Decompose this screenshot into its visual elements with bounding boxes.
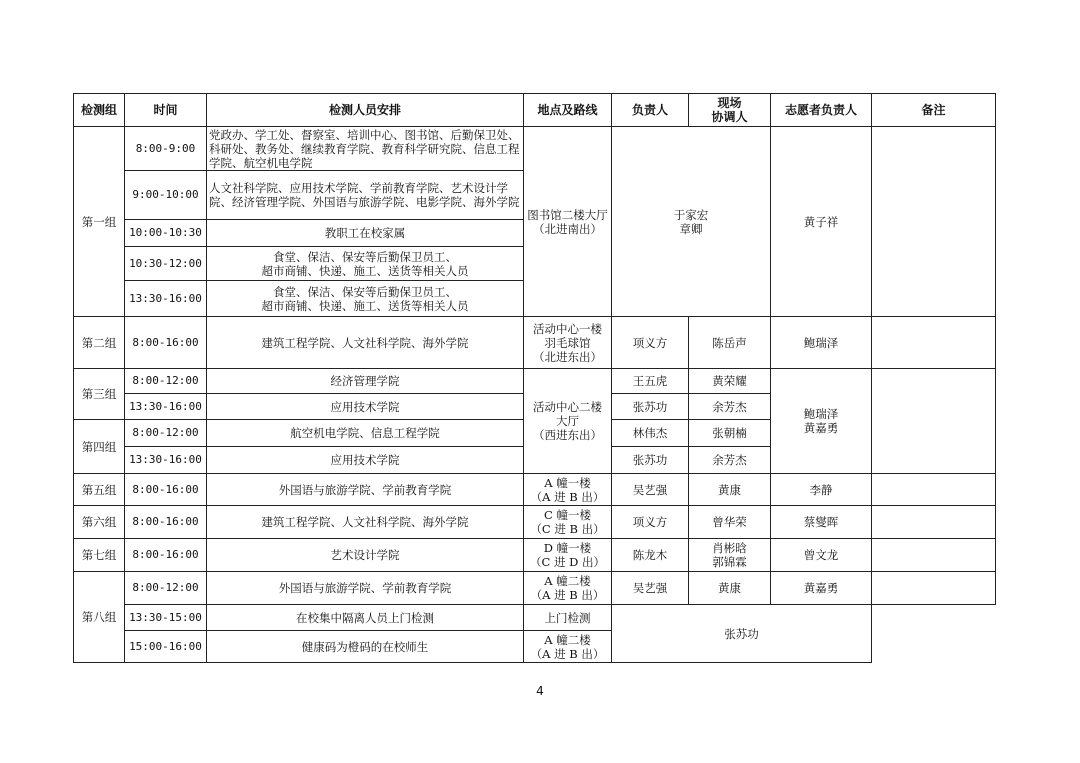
col-header: 时间 [125, 94, 207, 127]
page-number: 4 [536, 684, 544, 698]
col-header: 志愿者负责人 [771, 94, 872, 127]
coordinator-cell: 黄康 [689, 474, 771, 506]
location-cell: D 幢一楼 （C 进 D 出） [524, 539, 612, 572]
location-cell: A 幢二楼 （A 进 B 出） [524, 572, 612, 605]
people-cell: 在校集中隔离人员上门检测 [207, 605, 524, 631]
coordinator-cell: 黄荣耀 [689, 369, 771, 394]
table-row [74, 506, 996, 539]
schedule-table [73, 93, 996, 663]
leader-cell: 吴艺强 [612, 474, 689, 506]
people-cell: 食堂、保洁、保安等后勤保卫员工、 超市商铺、快递、施工、送货等相关人员 [207, 281, 524, 317]
time-cell: 8:00-12:00 [125, 572, 207, 605]
table-row [74, 127, 996, 171]
people-cell: 艺术设计学院 [207, 539, 524, 572]
location-cell: 图书馆二楼大厅 （北进南出） [524, 127, 612, 317]
group-cell: 第二组 [74, 317, 125, 369]
people-cell: 应用技术学院 [207, 447, 524, 474]
location-cell: 上门检测 [524, 605, 612, 631]
time-cell: 13:30-15:00 [125, 605, 207, 631]
group-cell: 第三组 [74, 369, 125, 420]
group-cell: 第六组 [74, 506, 125, 539]
volunteer-cell: 黄子祥 [771, 127, 872, 317]
time-cell: 10:30-12:00 [125, 247, 207, 281]
location-cell: C 幢一楼 （C 进 B 出） [524, 506, 612, 539]
header-row [74, 94, 996, 127]
leader-cell: 陈龙木 [612, 539, 689, 572]
coordinator-cell: 于家宏 章卿 [612, 127, 771, 317]
time-cell: 8:00-12:00 [125, 420, 207, 447]
time-cell: 8:00-12:00 [125, 369, 207, 394]
leader-cell: 项义方 [612, 506, 689, 539]
table-row [74, 474, 996, 506]
notes-cell [872, 474, 996, 506]
coordinator-cell: 余芳杰 [689, 394, 771, 420]
time-cell: 8:00-16:00 [125, 317, 207, 369]
notes-cell [872, 369, 996, 474]
coordinator-cell: 张朝楠 [689, 420, 771, 447]
coordinator-cell: 肖彬晗 郭锦霖 [689, 539, 771, 572]
volunteer-cell: 蔡燮晖 [771, 506, 872, 539]
group-cell: 第一组 [74, 127, 125, 317]
col-header: 检测组 [74, 94, 125, 127]
notes-cell [872, 539, 996, 572]
location-cell: 活动中心二楼 大厅 （西进东出） [524, 369, 612, 474]
table-row [74, 572, 996, 605]
notes-cell [872, 506, 996, 539]
people-cell: 建筑工程学院、人文社科学院、海外学院 [207, 317, 524, 369]
time-cell: 8:00-16:00 [125, 506, 207, 539]
time-cell: 10:00-10:30 [125, 220, 207, 247]
table-row [74, 317, 996, 369]
coordinator-cell: 余芳杰 [689, 447, 771, 474]
leader-cell: 张苏功 [612, 447, 689, 474]
time-cell: 15:00-16:00 [125, 631, 207, 663]
notes-cell [872, 127, 996, 317]
volunteer-cell: 李静 [771, 474, 872, 506]
time-cell: 13:30-16:00 [125, 394, 207, 420]
time-cell: 8:00-16:00 [125, 474, 207, 506]
location-cell: A 幢一楼 （A 进 B 出） [524, 474, 612, 506]
col-header: 负责人 [612, 94, 689, 127]
table-row [74, 369, 996, 394]
leader-cell: 吴艺强 [612, 572, 689, 605]
people-cell: 健康码为橙码的在校师生 [207, 631, 524, 663]
volunteer-cell: 黄嘉勇 [771, 572, 872, 605]
empty-cell [872, 605, 996, 663]
group-cell: 第四组 [74, 420, 125, 474]
volunteer-cell: 曾文龙 [771, 539, 872, 572]
time-cell: 8:00-9:00 [125, 127, 207, 171]
people-cell: 航空机电学院、信息工程学院 [207, 420, 524, 447]
leader-cell: 林伟杰 [612, 420, 689, 447]
volunteer-cell: 鲍瑞泽 黄嘉勇 [771, 369, 872, 474]
leader-cell: 张苏功 [612, 605, 872, 663]
people-cell: 党政办、学工处、督察室、培训中心、图书馆、后勤保卫处、科研处、教务处、继续教育学院、教育科学研究院、信息工程学院、航空机电学院 [207, 127, 524, 171]
group-cell: 第七组 [74, 539, 125, 572]
col-header: 地点及路线 [524, 94, 612, 127]
people-cell: 食堂、保洁、保安等后勤保卫员工、 超市商铺、快递、施工、送货等相关人员 [207, 247, 524, 281]
table-row [74, 539, 996, 572]
time-cell: 13:30-16:00 [125, 447, 207, 474]
coordinator-cell: 黄康 [689, 572, 771, 605]
people-cell: 经济管理学院 [207, 369, 524, 394]
table-row [74, 605, 996, 631]
group-cell: 第八组 [74, 572, 125, 663]
location-cell: 活动中心一楼 羽毛球馆 （北进东出） [524, 317, 612, 369]
time-cell: 8:00-16:00 [125, 539, 207, 572]
notes-cell [872, 572, 996, 605]
leader-cell: 王五虎 [612, 369, 689, 394]
leader-cell: 项义方 [612, 317, 689, 369]
people-cell: 建筑工程学院、人文社科学院、海外学院 [207, 506, 524, 539]
col-header: 检测人员安排 [207, 94, 524, 127]
coordinator-cell: 陈岳声 [689, 317, 771, 369]
notes-cell [872, 317, 996, 369]
location-cell: A 幢二楼 （A 进 B 出） [524, 631, 612, 663]
time-cell: 13:30-16:00 [125, 281, 207, 317]
people-cell: 应用技术学院 [207, 394, 524, 420]
people-cell: 外国语与旅游学院、学前教育学院 [207, 572, 524, 605]
col-header: 现场 协调人 [689, 94, 771, 127]
time-cell: 9:00-10:00 [125, 171, 207, 220]
volunteer-cell: 鲍瑞泽 [771, 317, 872, 369]
coordinator-cell: 曾华荣 [689, 506, 771, 539]
people-cell: 外国语与旅游学院、学前教育学院 [207, 474, 524, 506]
leader-cell: 张苏功 [612, 394, 689, 420]
group-cell: 第五组 [74, 474, 125, 506]
people-cell: 人文社科学院、应用技术学院、学前教育学院、艺术设计学院、经济管理学院、外国语与旅游学院、电影学院、海外学院 [207, 171, 524, 220]
people-cell: 教职工在校家属 [207, 220, 524, 247]
col-header: 备注 [872, 94, 996, 127]
